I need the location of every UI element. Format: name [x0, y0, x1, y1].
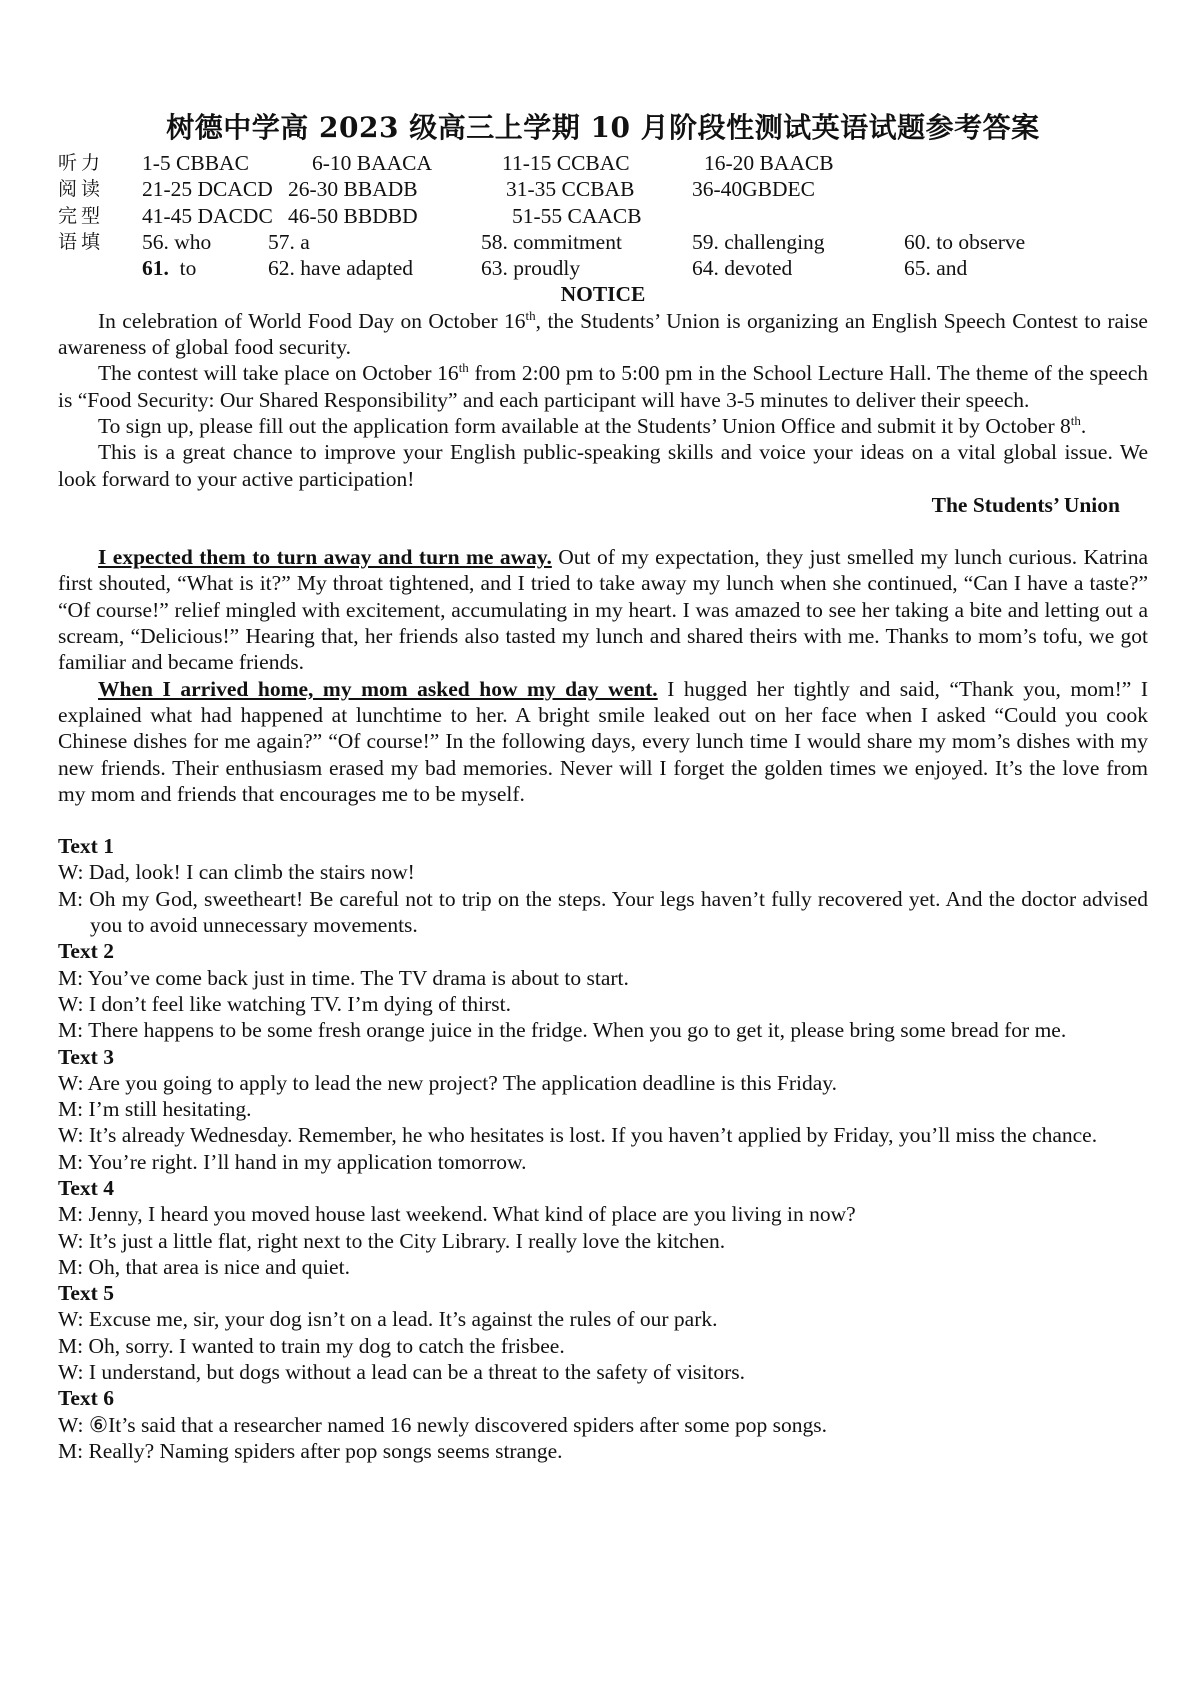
dialogue-line: M: You’ve come back just in time. The TV drama is about to start.	[58, 965, 629, 990]
dialogue-line: W: I don’t feel like watching TV. I’m dying of thirst.	[58, 991, 512, 1016]
answer-group: 46-50 BBDBD	[288, 203, 418, 228]
notice-section	[58, 281, 1148, 518]
text-run: The contest will take place on October 16	[98, 361, 459, 386]
dialogue-line: W: ⑥It’s said that a researcher named 16 newly discovered spiders after some pop songs.	[58, 1412, 827, 1437]
superscript: th	[525, 307, 536, 323]
dialogue-line: W: It’s already Wednesday. Remember, he who hesitates is lost. If you haven’t applied by Friday, you’ll miss the chance.	[58, 1123, 1098, 1148]
answer-item: 57. a	[268, 229, 310, 254]
answer-row-listening	[58, 150, 1148, 176]
answer-item: 56. who	[142, 229, 212, 254]
text-run: .	[1080, 413, 1087, 438]
notice-heading: NOTICE	[560, 282, 646, 307]
story-paragraph	[58, 544, 1148, 675]
page-title: 树德中学高 2023 级高三上学期 10 月阶段性测试英语试题参考答案	[166, 111, 1040, 144]
dialogue-line: M: Oh, sorry. I wanted to train my dog to catch the frisbee.	[58, 1333, 565, 1358]
answer-item: 59. challenging	[692, 229, 825, 254]
dialogue-line: W: I understand, but dogs without a lead can be a threat to the safety of visitors.	[58, 1360, 746, 1385]
answer-row-grammar	[58, 229, 1148, 255]
answer-group: 21-25 DCACD	[142, 177, 273, 202]
notice-signature: The Students’ Union	[931, 492, 1120, 517]
answer-document	[58, 108, 1148, 1464]
superscript: th	[458, 360, 469, 376]
section-label: 语填	[58, 230, 105, 253]
dialogue-line: M: You’re right. I’ll hand in my application tomorrow.	[58, 1149, 527, 1174]
transcript-heading: Text 1	[58, 834, 114, 859]
answer-group: 16-20 BAACB	[704, 151, 834, 175]
transcript-heading: Text 6	[58, 1386, 114, 1411]
story-paragraph	[58, 676, 1148, 807]
answer-group: 51-55 CAACB	[512, 203, 642, 228]
dialogue-line: M: I’m still hesitating.	[58, 1097, 252, 1122]
answer-row-cloze	[58, 203, 1148, 229]
answer-item: 58. commitment	[481, 229, 622, 254]
answer-item: 60. to observe	[904, 229, 1026, 254]
dialogue-line: M: Jenny, I heard you moved house last weekend. What kind of place are you living in now?	[58, 1202, 856, 1227]
answer-group: 6-10 BAACA	[312, 151, 433, 175]
section-label: 阅读	[58, 178, 105, 201]
superscript: th	[1070, 412, 1081, 428]
notice-paragraph: This is a great chance to improve your English public-speaking skills and voice your ideas on a vital global issue. We look forward to your active participation!	[58, 440, 1148, 491]
dialogue-line: W: It’s just a little flat, right next to the City Library. I really love the kitchen.	[58, 1228, 726, 1253]
answer-group: 36-40GBDEC	[692, 177, 816, 202]
story-section	[58, 544, 1148, 807]
text-run: I hugged her tightly and said, “Thank you, mom!” I explained what had happened at lunchtime to her. A bright smile leaked out on her face when I asked “Could you cook Chinese dishes for me again?” “Of course!” In the following days, every lunch time I would share my mom’s dishes with my new friends. Their enthusiasm erased my bad memories. Never will I forget the golden times we enjoyed. It’s the love from my mom and friends that encourages me to be myself.	[58, 676, 1148, 806]
dialogue-line: M: Oh my God, sweetheart! Be careful not to trip on the steps. Your legs haven’t fully recovered yet. And the doctor advised you to avoid unnecessary movements.	[58, 886, 1148, 938]
notice-paragraph	[58, 360, 1148, 413]
answer-row-reading	[58, 176, 1148, 202]
paragraph-lead-sentence: When I arrived home, my mom asked how my day went.	[98, 676, 658, 701]
answer-group: 26-30 BBADB	[288, 177, 418, 202]
answer-group: 41-45 DACDC	[142, 203, 273, 228]
dialogue-line: M: Oh, that area is nice and quiet.	[58, 1254, 350, 1279]
answer-group: 31-35 CCBAB	[506, 177, 635, 202]
item-number: 61.	[142, 256, 169, 281]
transcript-heading: Text 5	[58, 1281, 114, 1306]
section-label: 完型	[58, 204, 105, 227]
transcript-heading: Text 3	[58, 1044, 114, 1069]
answer-group: 11-15 CCBAC	[502, 151, 630, 175]
item-answer: to	[179, 256, 197, 281]
section-label: 听力	[58, 152, 105, 174]
dialogue-line: W: Dad, look! I can climb the stairs now!	[58, 860, 415, 885]
listening-transcripts	[58, 833, 1148, 1464]
answer-item	[142, 255, 196, 281]
dialogue-line: M: There happens to be some fresh orange juice in the fridge. When you go to get it, please bring some bread for me.	[58, 1018, 1067, 1043]
text-run: To sign up, please fill out the application form available at the Students’ Union Office and submit it by October 8	[98, 413, 1071, 438]
text-run: In celebration of World Food Day on October 16	[98, 308, 526, 333]
answer-item: 65. and	[904, 256, 968, 281]
notice-paragraph	[58, 308, 1148, 361]
text-run: from 2:00 pm to 5:00 pm in the School Lecture Hall. The theme of the speech is “Food Security: Our Shared Responsibility” and each participant will have 3-5 minutes to deliver their speech.	[58, 361, 1148, 412]
answer-row-grammar-2	[58, 255, 1148, 281]
answer-group: 1-5 CBBAC	[142, 151, 249, 175]
answer-item: 64. devoted	[692, 256, 793, 281]
answer-item: 62. have adapted	[268, 256, 414, 281]
transcript-heading: Text 2	[58, 939, 114, 964]
text-run: , the Students’ Union is organizing an English Speech Contest to raise awareness of global food security.	[58, 308, 1148, 360]
answer-item: 63. proudly	[481, 256, 581, 281]
text-run: Out of my expectation, they just smelled my lunch curious. Katrina first shouted, “What is it?” My throat tightened, and I tried to take away my lunch when she continued, “Can I have a taste?” “Of course!” relief mingled with excitement, accumulating in my heart. I was amazed to see her taking a bite and letting out a scream, “Delicious!” Hearing that, her friends also tasted my lunch and shared theirs with me. Thanks to mom’s tofu, we got familiar and became friends.	[58, 545, 1148, 675]
transcript-heading: Text 4	[58, 1175, 114, 1200]
dialogue-line: W: Excuse me, sir, your dog isn’t on a lead. It’s against the rules of our park.	[58, 1307, 718, 1332]
dialogue-line: W: Are you going to apply to lead the new project? The application deadline is this Friday.	[58, 1070, 837, 1095]
dialogue-line: M: Really? Naming spiders after pop songs seems strange.	[58, 1438, 563, 1463]
notice-paragraph	[58, 413, 1148, 439]
answer-key	[58, 150, 1148, 281]
paragraph-lead-sentence: I expected them to turn away and turn me away.	[98, 545, 552, 570]
